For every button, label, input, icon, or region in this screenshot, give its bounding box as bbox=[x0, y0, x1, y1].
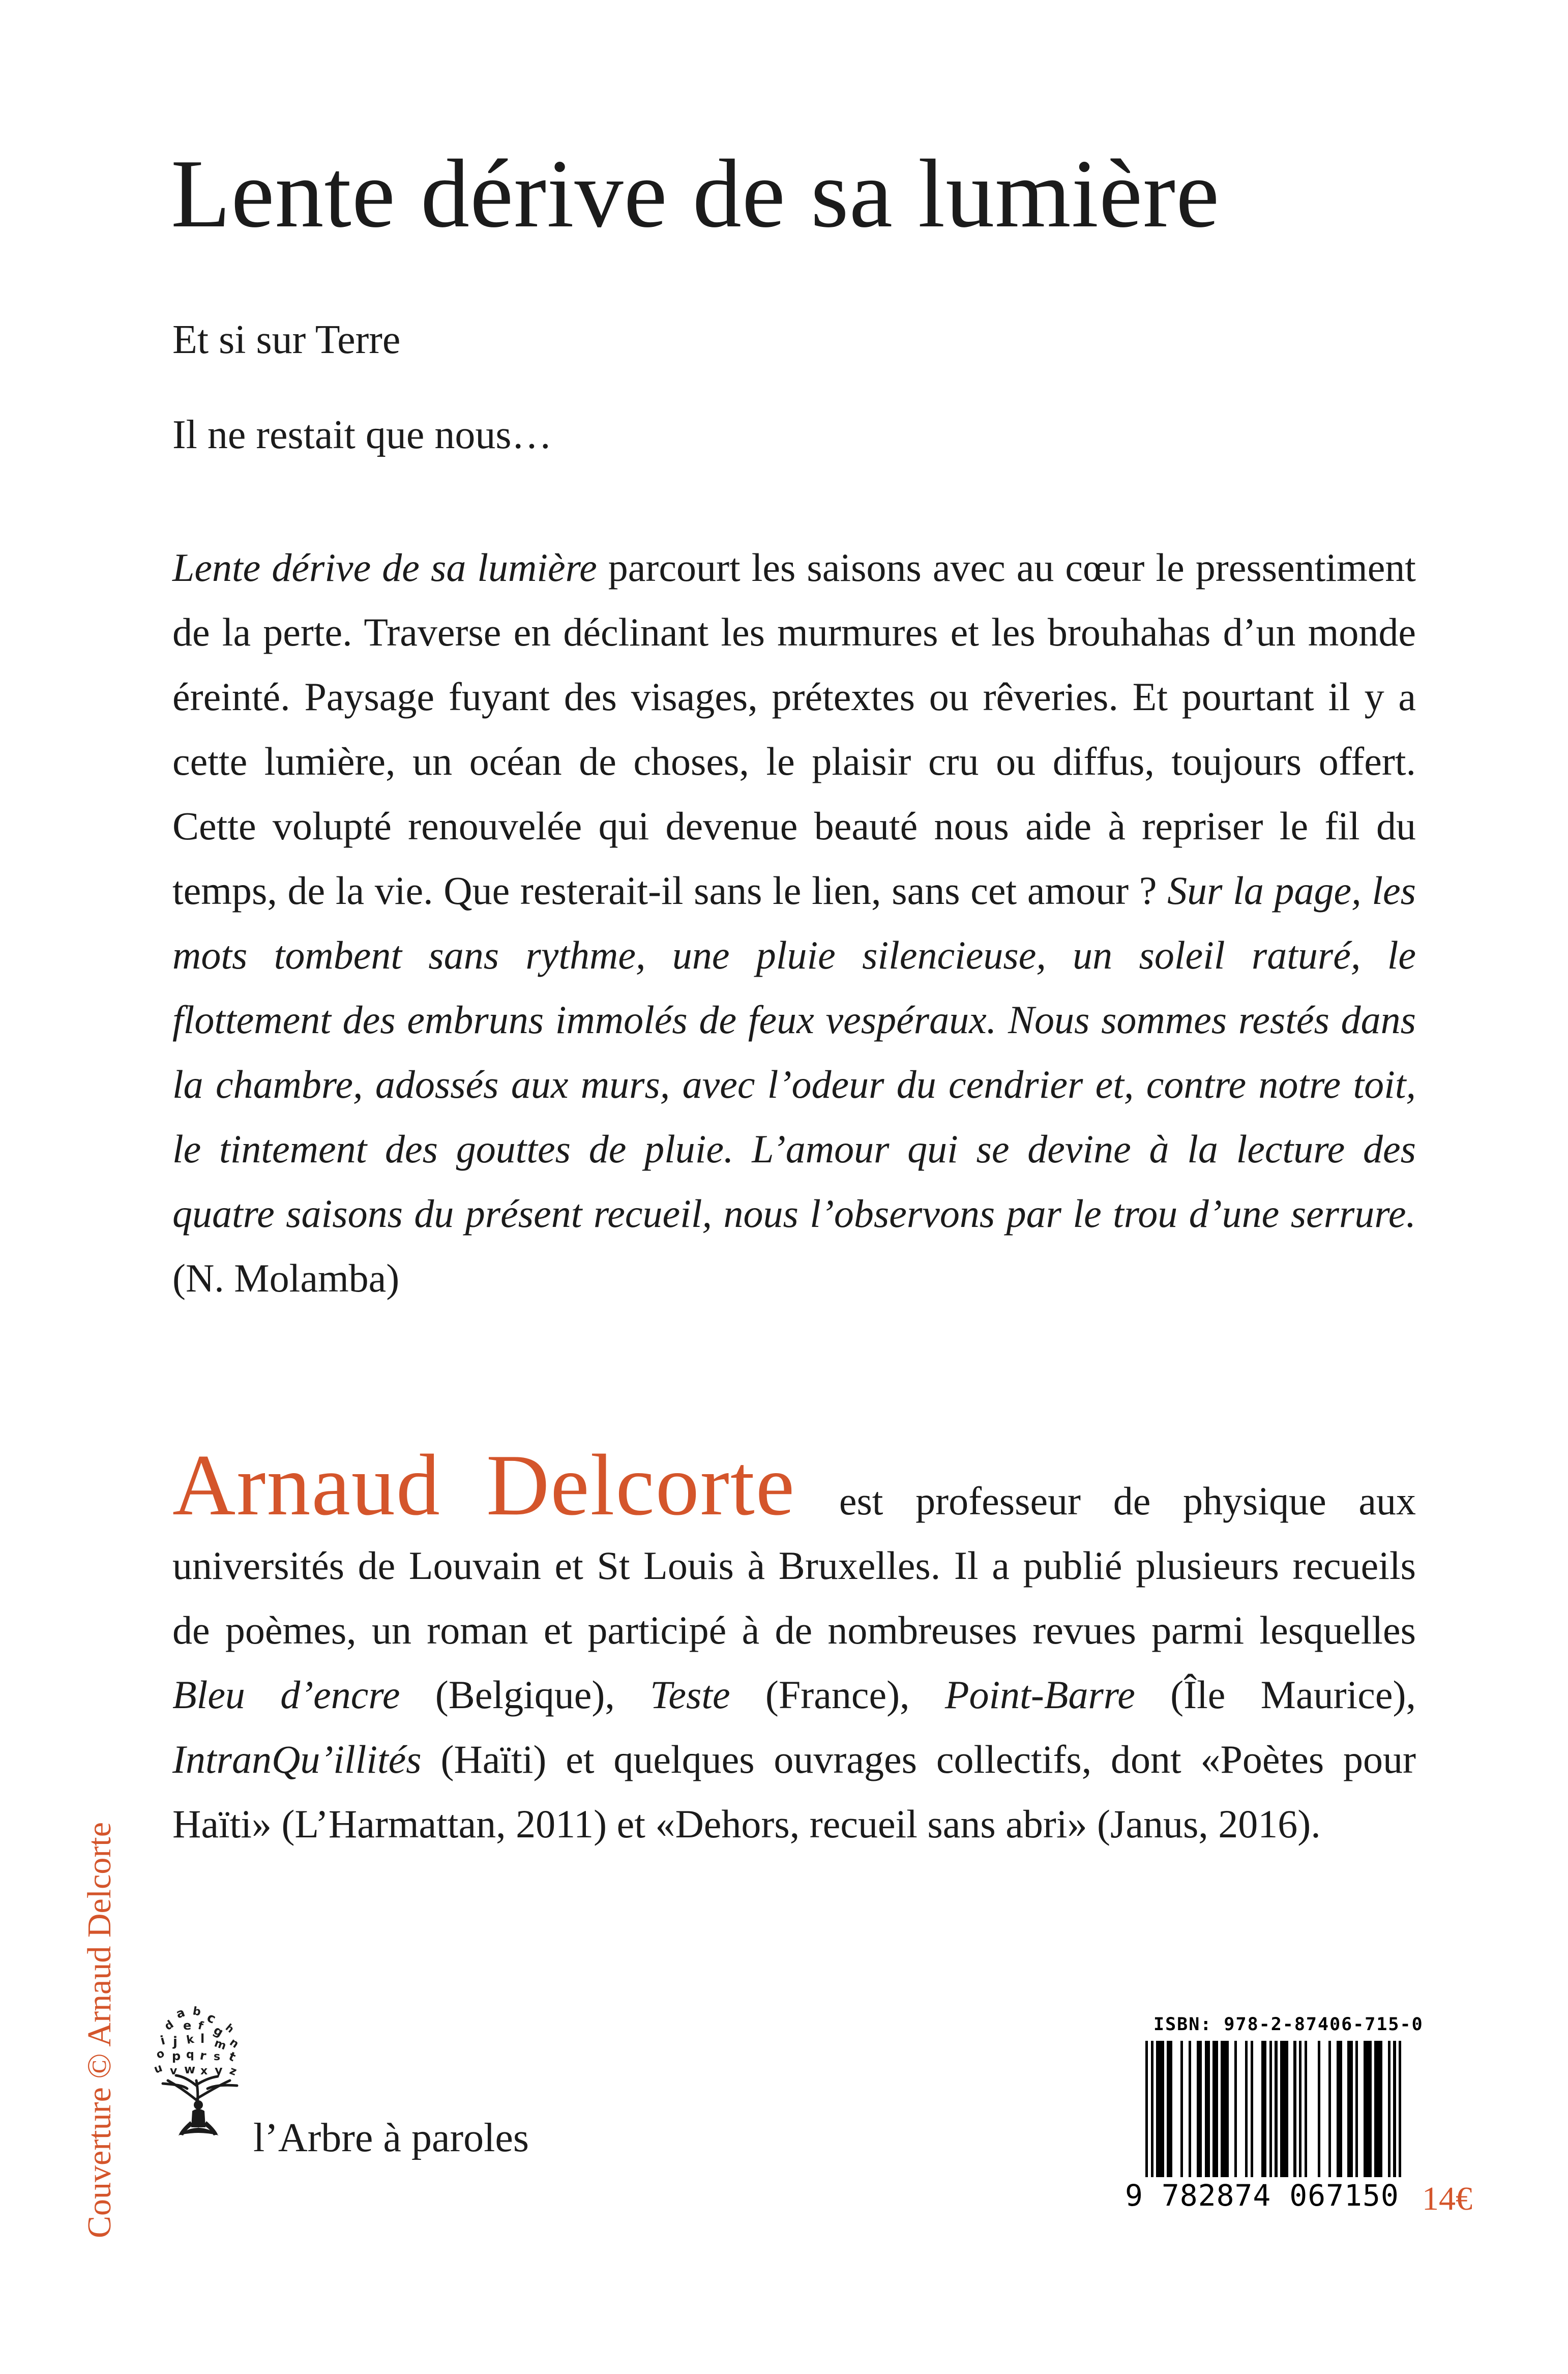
bio-text-3: (France), bbox=[730, 1673, 945, 1717]
svg-text:b: b bbox=[191, 2005, 202, 2019]
svg-text:y: y bbox=[215, 2063, 223, 2077]
svg-text:m: m bbox=[212, 2037, 228, 2053]
author-bio bbox=[172, 1437, 1416, 1856]
summary-text: parcourt les saisons avec au cœur le pressentiment de la perte. Traverse en déclinant les murmures et les brouhahas d’un monde éreinté. Paysage fuyant des visages, prétextes ou rêveries. Et pourtant il y a cette lumière, un océan de choses, le plaisir cru ou diffus, toujours offert. Cette volupté renouvelée qui devenue beauté nous aide à repriser le fil du temps, de la vie. Que resterait-il sans le lien, sans cet amour ? bbox=[172, 545, 1416, 913]
svg-text:r: r bbox=[198, 2048, 208, 2063]
svg-text:t: t bbox=[226, 2049, 238, 2065]
svg-text:k: k bbox=[185, 2033, 195, 2047]
svg-text:v: v bbox=[170, 2065, 177, 2077]
page-title: Lente dérive de sa lumière bbox=[171, 139, 1220, 248]
barcode-digits: 9 782874 067150 bbox=[1125, 2178, 1399, 2213]
svg-text:x: x bbox=[200, 2065, 208, 2077]
svg-text:o: o bbox=[154, 2046, 167, 2062]
svg-text:n: n bbox=[227, 2036, 241, 2051]
intro-line-2: Il ne restait que nous… bbox=[172, 413, 552, 457]
svg-text:f: f bbox=[196, 2019, 205, 2033]
svg-text:z: z bbox=[227, 2064, 239, 2079]
isbn-label: ISBN: 978-2-87406-715-0 bbox=[1153, 2014, 1424, 2035]
bio-review-4: IntranQu’illités bbox=[172, 1737, 422, 1781]
svg-text:i: i bbox=[159, 2033, 167, 2048]
bio-text-5: (Haïti) et quelques ouvrages collectifs, dont «Poètes pour Haïti» (L’Harmattan, 2011) et «Dehors, recueil sans abri» (Janus, 2016). bbox=[172, 1737, 1416, 1846]
summary-attribution: (N. Molamba) bbox=[172, 1256, 400, 1300]
summary-quote: Sur la page, les mots tombent sans rythme, une pluie silencieuse, un soleil raturé, le flottement des embruns immolés de feux vespéraux. Nous sommes restés dans la chambre, adossés aux murs, avec l’odeur du cendrier et, contre notre toit, le tintement des gouttes de pluie. L’amour qui se devine à la lecture des quatre saisons du présent recueil, nous l’observons par le trou d’une serrure. bbox=[172, 868, 1416, 1236]
ean13-barcode bbox=[1145, 2041, 1402, 2177]
intro-line-1: Et si sur Terre bbox=[172, 317, 401, 362]
price: 14€ bbox=[1422, 2180, 1472, 2217]
svg-text:d: d bbox=[162, 2018, 176, 2033]
svg-text:e: e bbox=[183, 2018, 192, 2033]
summary-paragraph bbox=[172, 535, 1416, 1310]
svg-text:s: s bbox=[214, 2050, 221, 2063]
barcode-bar bbox=[1399, 2041, 1401, 2177]
svg-text:a: a bbox=[174, 2005, 187, 2021]
svg-text:j: j bbox=[173, 2034, 177, 2049]
svg-text:l: l bbox=[200, 2032, 205, 2046]
tree-of-letters-icon bbox=[147, 1999, 249, 2152]
bio-review-3: Point-Barre bbox=[944, 1673, 1135, 1717]
cover-credit: Couverture © Arnaud Delcorte bbox=[81, 1822, 118, 2238]
summary-book-title: Lente dérive de sa lumière bbox=[172, 545, 597, 590]
bio-text-4: (Île Maurice), bbox=[1135, 1673, 1416, 1717]
bio-text-2: (Belgique), bbox=[400, 1673, 650, 1717]
bio-text-1: est professeur de physique aux universités de Louvain et St Louis à Bruxelles. Il a publié plusieurs recueils de poèmes, un roman et participé à de nombreuses revues parmi lesquelles bbox=[172, 1479, 1416, 1652]
author-name: Arnaud Delcorte bbox=[172, 1437, 796, 1534]
bio-review-1: Bleu d’encre bbox=[172, 1673, 400, 1717]
svg-text:g: g bbox=[211, 2023, 226, 2040]
publisher-name: l’Arbre à paroles bbox=[253, 2116, 529, 2160]
svg-text:u: u bbox=[152, 2061, 164, 2076]
bio-review-2: Teste bbox=[650, 1673, 730, 1717]
svg-text:p: p bbox=[172, 2049, 181, 2063]
svg-text:h: h bbox=[223, 2021, 237, 2035]
svg-text:w: w bbox=[184, 2062, 196, 2076]
svg-text:q: q bbox=[186, 2048, 194, 2061]
svg-text:c: c bbox=[204, 2010, 218, 2027]
